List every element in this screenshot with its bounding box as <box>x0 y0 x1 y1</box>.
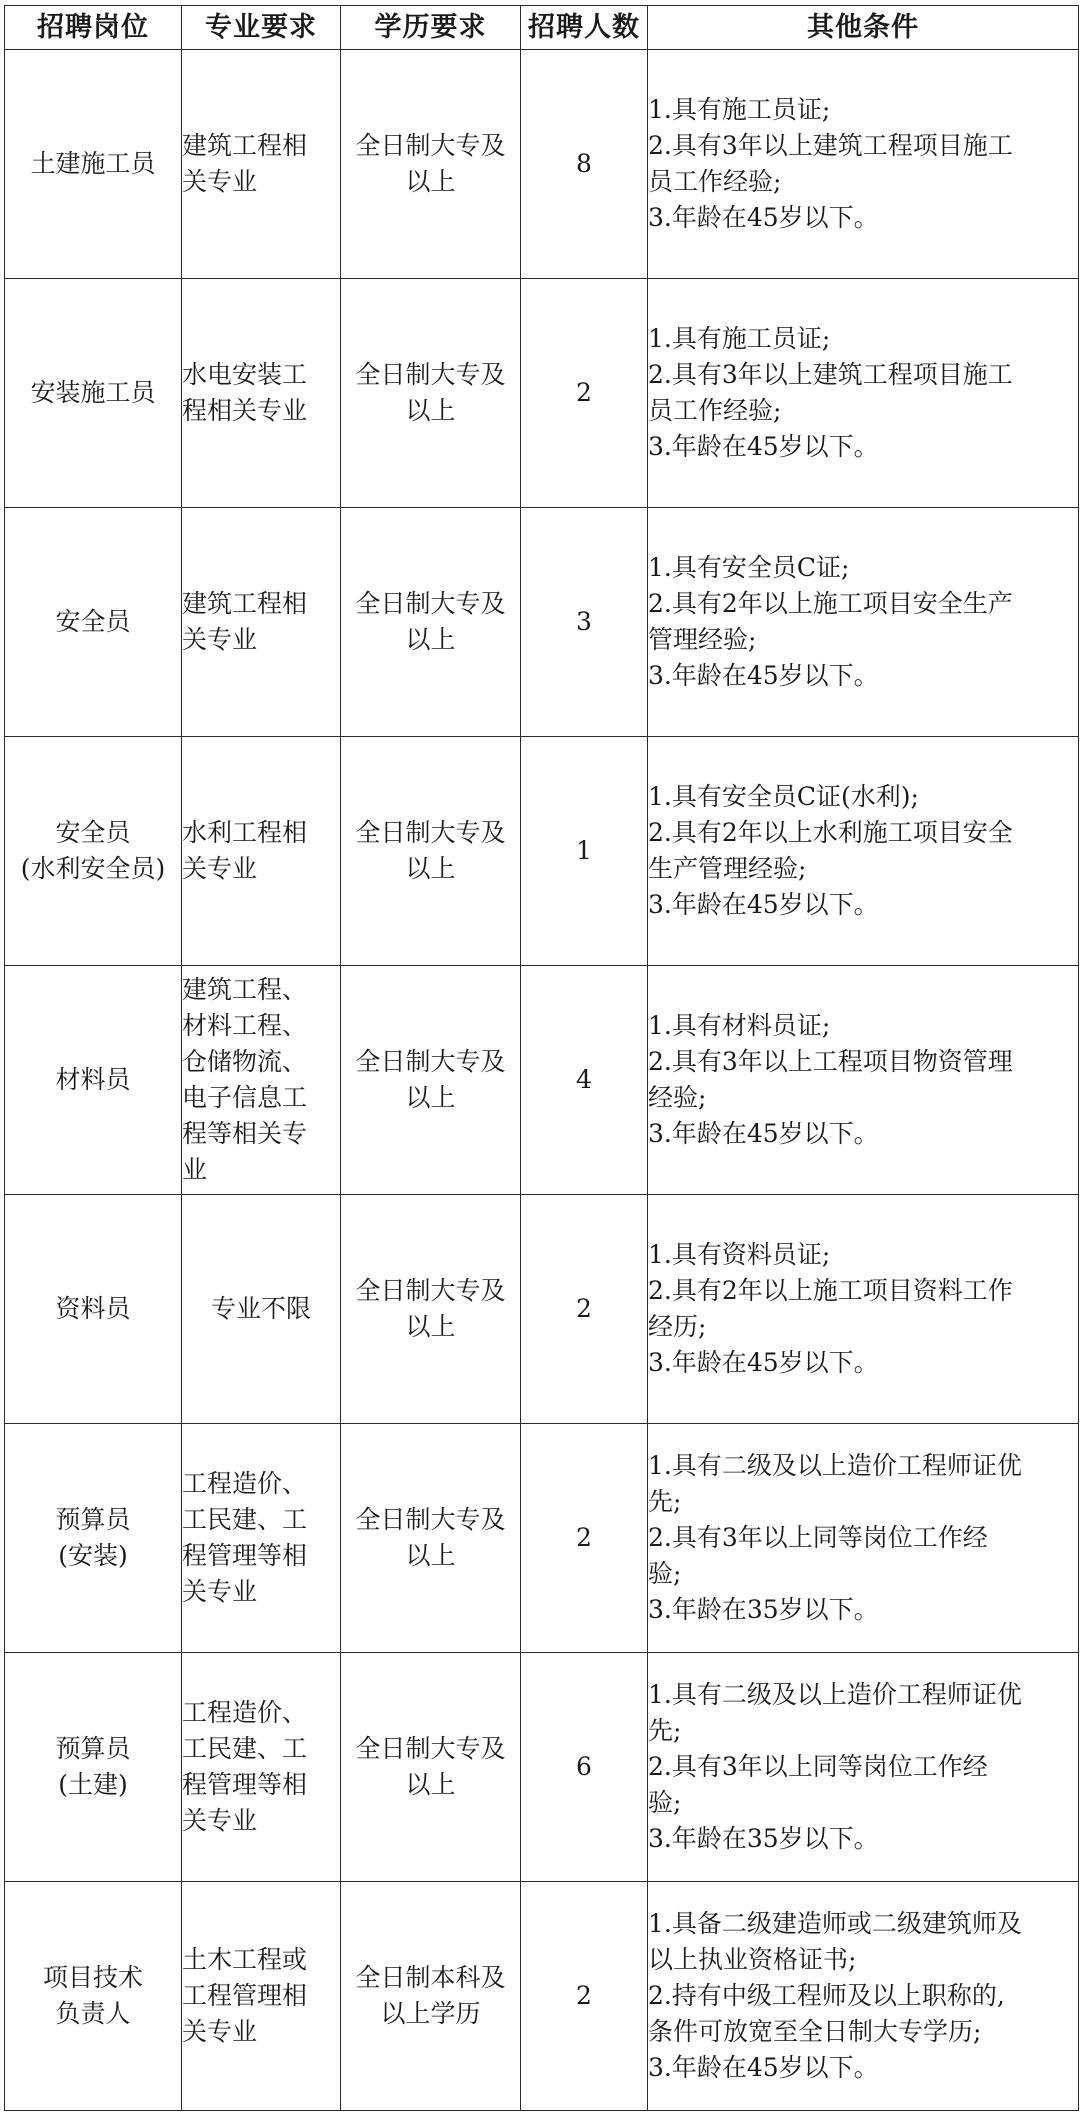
cell-major-line: 关专业 <box>182 1806 258 1835</box>
cell-major-line: 关专业 <box>182 625 258 654</box>
cell-major-line: 业 <box>182 1155 208 1184</box>
cell-post-line: 预算员 <box>55 1505 131 1534</box>
cell-other-line: 2.具有3年以上同等岗位工作经 <box>648 1523 988 1552</box>
cell-major-line: 工程造价、 <box>182 1469 308 1498</box>
cell-major-line: 关专业 <box>182 1577 258 1606</box>
cell-education-line: 全日制大专及 <box>355 818 506 847</box>
cell-other-line: 1.具有二级及以上造价工程师证优 <box>648 1451 1022 1480</box>
cell-major-line: 关专业 <box>182 167 258 196</box>
cell-major-line: 水利工程相 <box>182 818 308 847</box>
cell-post <box>5 737 182 966</box>
cell-major-line: 建筑工程相 <box>182 589 308 618</box>
cell-major-line: 专业不限 <box>210 1294 311 1323</box>
cell-major-line: 水电安装工 <box>182 360 308 389</box>
cell-major <box>182 966 341 1195</box>
cell-post-line: 资料员 <box>55 1294 131 1323</box>
table-row <box>5 1653 1079 1882</box>
header-education: 学历要求 <box>341 6 521 50</box>
table-row <box>5 508 1079 737</box>
cell-major-line: 土木工程或 <box>182 1945 308 1974</box>
cell-post-line: 安装施工员 <box>30 378 156 407</box>
table-row <box>5 966 1079 1195</box>
cell-major-line: 材料工程、 <box>182 1011 308 1040</box>
cell-education <box>341 1882 521 2111</box>
cell-post <box>5 279 182 508</box>
cell-other-line: 条件可放宽至全日制大专学历; <box>648 2017 982 2046</box>
cell-post-line: 项目技术 <box>42 1963 143 1992</box>
cell-education-line: 全日制大专及 <box>355 1505 506 1534</box>
cell-other-line: 3.年龄在45岁以下。 <box>648 2053 879 2082</box>
cell-other-line: 2.持有中级工程师及以上职称的, <box>648 1981 1005 2010</box>
cell-education <box>341 508 521 737</box>
cell-count: 2 <box>521 1195 648 1424</box>
cell-other-line: 2.具有3年以上建筑工程项目施工 <box>648 131 1013 160</box>
cell-major-line: 建筑工程、 <box>182 975 308 1004</box>
cell-other-line: 3.年龄在35岁以下。 <box>648 1824 879 1853</box>
cell-other <box>648 737 1079 966</box>
cell-other <box>648 1882 1079 2111</box>
cell-other-line: 3.年龄在45岁以下。 <box>648 1348 879 1377</box>
cell-education-line: 全日制大专及 <box>355 1047 506 1076</box>
cell-education-line: 以上 <box>405 396 456 425</box>
cell-education <box>341 279 521 508</box>
cell-education-line: 以上 <box>405 1312 456 1341</box>
cell-post-line: 材料员 <box>55 1065 131 1094</box>
cell-other-line: 以上执业资格证书; <box>648 1945 857 1974</box>
table-row <box>5 279 1079 508</box>
cell-major <box>182 508 341 737</box>
cell-count: 2 <box>521 1424 648 1653</box>
cell-major-line: 工程管理相 <box>182 1981 308 2010</box>
cell-count: 3 <box>521 508 648 737</box>
cell-education-line: 全日制大专及 <box>355 1734 506 1763</box>
cell-other-line: 2.具有3年以上工程项目物资管理 <box>648 1047 1013 1076</box>
cell-post <box>5 1653 182 1882</box>
cell-other-line: 1.具有安全员C证(水利); <box>648 782 919 811</box>
cell-major <box>182 279 341 508</box>
header-other: 其他条件 <box>648 6 1079 50</box>
cell-education <box>341 966 521 1195</box>
cell-other-line: 2.具有3年以上建筑工程项目施工 <box>648 360 1013 389</box>
table-row <box>5 1195 1079 1424</box>
cell-post-line: (水利安全员) <box>20 854 166 883</box>
header-major: 专业要求 <box>182 6 341 50</box>
cell-major <box>182 1653 341 1882</box>
cell-major-line: 程相关专业 <box>182 396 308 425</box>
cell-major <box>182 1424 341 1653</box>
cell-major-line: 工程造价、 <box>182 1698 308 1727</box>
cell-major-line: 工民建、工 <box>182 1505 308 1534</box>
cell-major-line: 电子信息工 <box>182 1083 308 1112</box>
table-body <box>5 50 1079 2111</box>
cell-other-line: 3.年龄在35岁以下。 <box>648 1595 879 1624</box>
cell-education <box>341 1424 521 1653</box>
cell-major-line: 仓储物流、 <box>182 1047 308 1076</box>
cell-count: 6 <box>521 1653 648 1882</box>
cell-other-line: 3.年龄在45岁以下。 <box>648 432 879 461</box>
cell-other-line: 2.具有2年以上施工项目安全生产 <box>648 589 1013 618</box>
cell-post-line: (土建) <box>58 1770 128 1799</box>
cell-education <box>341 50 521 279</box>
cell-post-line: 安全员 <box>55 818 131 847</box>
cell-other <box>648 50 1079 279</box>
cell-post <box>5 1882 182 2111</box>
cell-education-line: 全日制大专及 <box>355 131 506 160</box>
cell-other <box>648 966 1079 1195</box>
cell-other-line: 员工作经验; <box>648 396 782 425</box>
cell-other-line: 1.具有施工员证; <box>648 95 831 124</box>
cell-major-line: 程管理等相 <box>182 1541 308 1570</box>
cell-other-line: 3.年龄在45岁以下。 <box>648 890 879 919</box>
cell-count: 2 <box>521 1882 648 2111</box>
cell-other-line: 管理经验; <box>648 625 757 654</box>
cell-education <box>341 1653 521 1882</box>
cell-other-line: 3.年龄在45岁以下。 <box>648 661 879 690</box>
cell-other-line: 验; <box>648 1788 682 1817</box>
cell-post <box>5 966 182 1195</box>
cell-other-line: 1.具备二级建造师或二级建筑师及 <box>648 1909 1022 1938</box>
cell-major <box>182 1195 341 1424</box>
cell-count: 2 <box>521 279 648 508</box>
cell-education-line: 以上学历 <box>380 1999 481 2028</box>
cell-education-line: 全日制本科及 <box>355 1963 506 1992</box>
cell-post-line: 负责人 <box>55 1999 131 2028</box>
cell-post <box>5 508 182 737</box>
recruitment-table <box>4 5 1079 2111</box>
cell-other-line: 先; <box>648 1487 682 1516</box>
header-row <box>5 6 1079 50</box>
cell-education-line: 以上 <box>405 854 456 883</box>
cell-education-line: 以上 <box>405 1083 456 1112</box>
cell-post-line: 预算员 <box>55 1734 131 1763</box>
cell-education <box>341 1195 521 1424</box>
cell-other-line: 3.年龄在45岁以下。 <box>648 1119 879 1148</box>
cell-major-line: 关专业 <box>182 2017 258 2046</box>
cell-major <box>182 737 341 966</box>
cell-other <box>648 279 1079 508</box>
cell-education-line: 以上 <box>405 167 456 196</box>
cell-major <box>182 50 341 279</box>
cell-other-line: 先; <box>648 1716 682 1745</box>
cell-education-line: 全日制大专及 <box>355 1276 506 1305</box>
cell-other-line: 验; <box>648 1559 682 1588</box>
cell-count: 4 <box>521 966 648 1195</box>
cell-education <box>341 737 521 966</box>
cell-other-line: 员工作经验; <box>648 167 782 196</box>
cell-other-line: 生产管理经验; <box>648 854 807 883</box>
cell-other-line: 经历; <box>648 1312 707 1341</box>
cell-post-line: 土建施工员 <box>30 149 156 178</box>
cell-other-line: 1.具有施工员证; <box>648 324 831 353</box>
cell-other-line: 经验; <box>648 1083 707 1112</box>
cell-other-line: 2.具有3年以上同等岗位工作经 <box>648 1752 988 1781</box>
cell-count: 1 <box>521 737 648 966</box>
header-post: 招聘岗位 <box>5 6 182 50</box>
cell-major-line: 关专业 <box>182 854 258 883</box>
cell-post <box>5 1195 182 1424</box>
cell-post-line: (安装) <box>58 1541 128 1570</box>
cell-education-line: 全日制大专及 <box>355 589 506 618</box>
cell-other-line: 1.具有资料员证; <box>648 1240 831 1269</box>
cell-other <box>648 1653 1079 1882</box>
cell-other-line: 1.具有安全员C证; <box>648 553 850 582</box>
cell-other-line: 1.具有材料员证; <box>648 1011 831 1040</box>
cell-other-line: 2.具有2年以上水利施工项目安全 <box>648 818 1013 847</box>
cell-education-line: 以上 <box>405 625 456 654</box>
header-count: 招聘人数 <box>521 6 648 50</box>
table-row <box>5 1424 1079 1653</box>
cell-other <box>648 508 1079 737</box>
cell-major-line: 建筑工程相 <box>182 131 308 160</box>
cell-education-line: 以上 <box>405 1541 456 1570</box>
cell-major-line: 工民建、工 <box>182 1734 308 1763</box>
table-row <box>5 737 1079 966</box>
cell-post <box>5 1424 182 1653</box>
cell-count: 8 <box>521 50 648 279</box>
cell-education-line: 全日制大专及 <box>355 360 506 389</box>
cell-major-line: 程等相关专 <box>182 1119 308 1148</box>
table-row <box>5 1882 1079 2111</box>
cell-post-line: 安全员 <box>55 607 131 636</box>
cell-other <box>648 1195 1079 1424</box>
table-row <box>5 50 1079 279</box>
cell-other-line: 2.具有2年以上施工项目资料工作 <box>648 1276 1013 1305</box>
cell-other <box>648 1424 1079 1653</box>
cell-education-line: 以上 <box>405 1770 456 1799</box>
cell-major-line: 程管理等相 <box>182 1770 308 1799</box>
cell-other-line: 1.具有二级及以上造价工程师证优 <box>648 1680 1022 1709</box>
cell-post <box>5 50 182 279</box>
cell-major <box>182 1882 341 2111</box>
cell-other-line: 3.年龄在45岁以下。 <box>648 203 879 232</box>
